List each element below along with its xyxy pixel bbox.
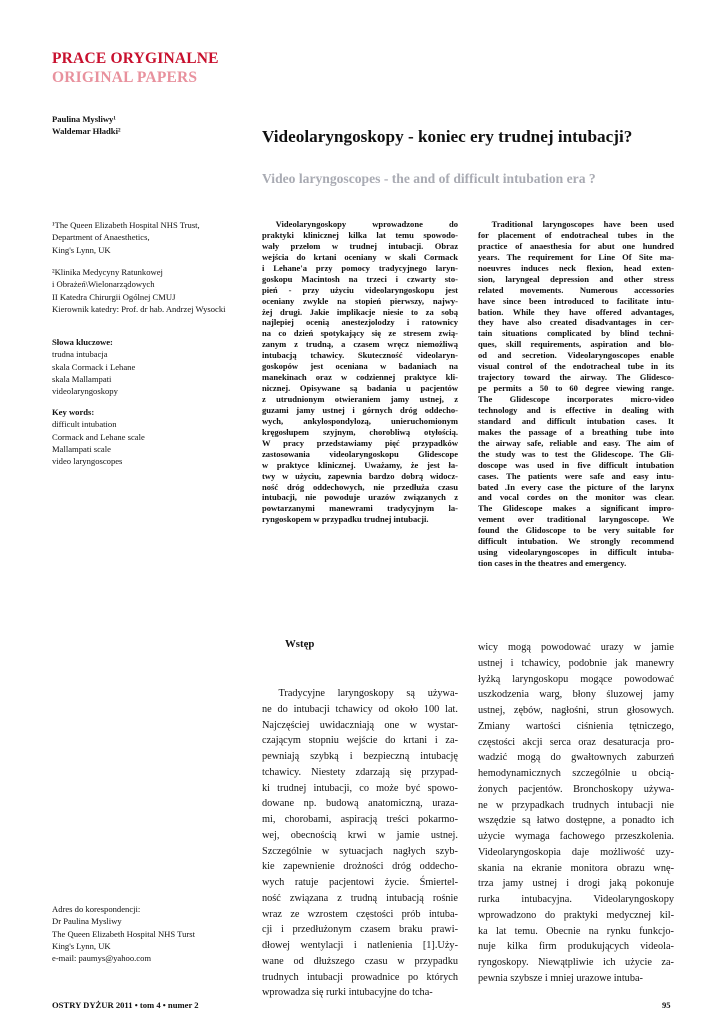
text-line: Najczęściej uwidaczniają one w wystar- — [262, 719, 458, 731]
article-subtitle: Video laryngoscopes - the and of difficult intubation era ? — [262, 171, 596, 186]
keyword: videolaryngoskopy — [52, 386, 118, 397]
keyword: video laryngoscopes — [52, 456, 123, 467]
affiliation-line: King's Lynn, UK — [52, 244, 111, 255]
keyword: trudna intubacja — [52, 349, 108, 360]
text-line: related movements. Numerous accessories — [478, 284, 674, 295]
text-line: żonych pacjentów. Bronchoskopy używa- — [478, 783, 674, 795]
text-line: ne w przypadkach trudnych intubacji nie — [478, 799, 674, 811]
affiliation-line: Department of Anaesthetics, — [52, 232, 150, 243]
text-line: tchawicy. Niestety zdarzają się przypad- — [262, 766, 458, 778]
text-line: rurka intubacyjna. Videolaryngoskopy — [478, 894, 674, 905]
text-line: powtarzanymi manewrami tradycyjnym la- — [262, 503, 458, 514]
text-line: trudnych intubacji prowadnice po których — [262, 971, 458, 983]
text-line: twy w użyciu, zapewnia bardzo dobrą widocz- — [262, 470, 458, 481]
text-line: Szczególnie w sytuacjach nagłych szyb- — [262, 845, 458, 857]
text-line: years. The requirement for Line Of Site ma- — [478, 251, 674, 262]
text-line: wane od dłuższego czasu w przypadku — [262, 955, 458, 967]
text-line: pe permits a 50 to 60 degree viewing range. — [478, 383, 674, 394]
text-line: zanym z trudną, a czasem wręcz niemożliwą — [262, 339, 458, 350]
correspondence-line: Dr Paulina Mysliwy — [52, 916, 122, 927]
correspondence-line: King's Lynn, UK — [52, 940, 111, 951]
page-number: 95 — [662, 1000, 671, 1010]
affiliation-line: ²Klinika Medycyny Ratunkowej — [52, 267, 163, 277]
text-line: ki trudnej intubacji, co może być spowo- — [262, 782, 458, 794]
text-line: Videolaryngoskopia daje możliwość uzy- — [478, 846, 674, 858]
keyword: Mallampati scale — [52, 443, 111, 454]
text-line: tion cases in the theatres and emergency. — [478, 558, 627, 569]
section-label-pl: PRACE ORYGINALNE — [52, 50, 219, 67]
correspondence-email: e-mail: paumys@yahoo.com — [52, 953, 152, 964]
text-line: The Glidescope incorporates micro-video — [478, 394, 674, 404]
text-line: tain situations complicated by blind techni- — [478, 328, 674, 339]
text-line: the airway safe, reliable and easy. The aim of — [478, 437, 674, 448]
text-line: w praktyce klinicznej. Uważamy, że jest ła- — [262, 459, 458, 470]
text-line: uszkodzenia warg, błony śluzowej jamy — [478, 689, 674, 701]
text-line: found the Glidoscope to be very suitable for — [478, 525, 674, 536]
text-line: Tradycyjne laryngoskopy są używa- — [278, 688, 458, 699]
text-line: difficult intubation. We strongly recommend — [478, 536, 674, 547]
abstract-en — [478, 219, 674, 569]
text-line: od and secretion. Videolaryngoscopes enable — [478, 350, 674, 361]
text-line: bated .In every case the picture of the larynx — [478, 481, 674, 492]
text-line: Traditional laryngoscopes have been used — [491, 219, 674, 229]
text-line: noeuvres induces neck flexion, head exten- — [478, 262, 674, 273]
keyword: difficult intubation — [52, 419, 117, 430]
body-column-2 — [478, 640, 674, 987]
text-line: ryngoskopy. Niewątpliwie ich użycie za- — [478, 957, 674, 968]
text-line: intubacją tchawicy. Skuteczność videolaryn- — [262, 350, 458, 361]
text-line: oceniany zwykle na stopień pierwszy, najwy- — [262, 295, 458, 306]
text-line: Videolaryngoskopy wprowadzone do — [275, 219, 458, 229]
text-line: ność dróg oddechowych, nie przedłuża czasu — [262, 481, 458, 492]
keyword: skala Mallampati — [52, 373, 112, 384]
text-line: wprowadzono do praktyki medycznej kil- — [478, 909, 674, 921]
section-heading-intro: Wstęp — [285, 638, 315, 650]
text-line: najlepiej ocenią anestezjolodzy i ratownicy — [262, 317, 458, 328]
text-line: W pracy przedstawiamy pięć przypadków — [262, 437, 458, 448]
text-line: goskopów jest oceniana w badaniach na — [262, 361, 458, 372]
text-line: częstości akcji serca oraz desaturacja pro- — [478, 736, 674, 748]
body-column-1 — [262, 686, 458, 1001]
text-line: and vocal cordes on the monitor was clear. — [478, 492, 674, 503]
text-line: wych, ankylospondylozą, unieruchomionym — [262, 415, 458, 426]
text-line: makes the passage of a breathing tube into — [478, 426, 674, 437]
text-line: pewnia szybsze i mniej urazowe intuba- — [478, 972, 643, 984]
correspondence-line: The Queen Elizabeth Hospital NHS Turst — [52, 928, 195, 939]
journal-footer: OSTRY DYŻUR 2011 • tom 4 • numer 2 — [52, 1000, 199, 1010]
text-line: visual control of the endotracheal tube in its — [478, 361, 674, 372]
text-line: bation. While they have offered advantages, — [478, 306, 674, 317]
text-line: praktyki klinicznej kilka lat temu spowodo- — [262, 229, 458, 240]
keywords-pl — [52, 336, 252, 397]
text-line: The Glidescope makes a significant impro- — [478, 503, 674, 514]
text-line: dowane np. budową anatomiczną, uraza- — [262, 798, 458, 810]
article-title: Videolaryngoskopy - koniec ery trudnej intubacji? — [262, 127, 633, 146]
text-line: żej drugi. Jakie implikacje niesie to za sobą — [262, 306, 458, 317]
text-line: ustnej i tchawicy, podobnie jak manewry — [478, 657, 674, 669]
text-line: użycie wymaga fachowego przeszkolenia. — [478, 831, 674, 842]
affiliation-line: Kierownik katedry: Prof. dr hab. Andrzej Wysocki — [52, 303, 226, 314]
text-line: intubacji, nie powoduje urazów związanych z — [262, 492, 458, 503]
text-line: sion, laryngeal depression and other stress — [478, 273, 674, 284]
text-line: i Lehane'a przy pomocy tradycyjnego laryn- — [262, 262, 458, 273]
text-line: cases. The patients were safe and easy intu- — [478, 470, 674, 481]
keywords-en — [52, 406, 252, 467]
text-line: vement over traditional laryngoscope. We — [478, 514, 674, 525]
text-line: have since been introduced to facilitate intu- — [478, 295, 674, 306]
text-line: czającym stopniu wejście do krtani i za- — [262, 735, 458, 747]
keywords-heading: Key words: — [52, 407, 95, 417]
text-line: mi, chorobami, aspiracją treści pokarmo- — [262, 814, 458, 825]
text-line: ryngoskopem w przypadku trudnej intubacji. — [262, 514, 429, 525]
text-line: wicy mogą powodować urazy w jamie — [478, 642, 674, 653]
text-line: wych ratuje pacjentowi życie. Śmiertel- — [262, 877, 458, 888]
text-line: pewniają szybką i bezpieczną intubację — [262, 751, 458, 762]
affiliation-1 — [52, 219, 252, 256]
text-line: ne do intubacji tchawicy od około 100 lat. — [262, 703, 458, 715]
text-line: wraz ze wzrostem częstości prób intuba- — [262, 908, 458, 920]
text-line: wej, obecnością krwi w jamie ustnej. — [262, 829, 458, 841]
text-line: they have also created disadvantages in cer- — [478, 317, 674, 328]
text-line: practice of anaesthesia for abut one hundred — [478, 240, 674, 251]
text-line: kręgosłupem szyjnym, chorobliwą otyłością. — [262, 426, 458, 437]
text-line: nicznej. Opisywane są badania u pacjentów — [262, 383, 458, 394]
text-line: wejścia do krtani oceniany w skali Cormack — [262, 251, 458, 262]
text-line: wały przełom w trudnej intubacji. Obraz — [262, 240, 458, 251]
text-line: Zmiany wartości ciśnienia tętniczego, — [478, 720, 674, 732]
keywords-heading: Słowa kluczowe: — [52, 337, 113, 347]
text-line: the study was to test the Glidescope. The Gli- — [478, 448, 674, 459]
text-line: wprowadza się rurki intubacyjne do tcha- — [262, 987, 433, 999]
correspondence-line: Adres do korespondencji: — [52, 904, 141, 914]
text-line: wszędzie są łatwo dostępne, a ponadto ich — [478, 815, 674, 827]
text-line: cji i przedłużonym czasem braku prawi- — [262, 924, 458, 936]
text-line: guzami jamy ustnej i górnych dróg oddecho- — [262, 404, 458, 415]
text-line: skania na ekranie monitora obrazu wnę- — [478, 862, 674, 874]
affiliation-line: ¹The Queen Elizabeth Hospital NHS Trust, — [52, 220, 200, 230]
text-line: wadzić mogą do gwałtownych zaburzeń — [478, 752, 674, 764]
text-line: ka lat temu. Obecnie na rynku funkcjo- — [478, 925, 674, 937]
text-line: hemodynamicznych szczególnie u obcią- — [478, 768, 674, 779]
affiliation-line: i Obrażeń\Wielonarządowych — [52, 279, 155, 290]
text-line: technology and is effective in dealing with — [478, 404, 674, 415]
keyword: Cormack and Lehane scale — [52, 431, 145, 442]
text-line: ques, skill requirements, aspiration and blo- — [478, 339, 674, 350]
correspondence — [52, 903, 195, 964]
author: Waldemar Hładki² — [52, 126, 121, 136]
text-line: for placement of endotracheal tubes in the — [478, 229, 674, 240]
keyword: skala Cormack i Lehane — [52, 361, 136, 372]
abstract-pl — [262, 219, 458, 525]
affiliation-2 — [52, 266, 252, 315]
author: Paulina Mysliwy¹ — [52, 114, 116, 124]
text-line: manekinach oraz w codziennej praktyce kli- — [262, 372, 458, 383]
text-line: trza jamy ustnej i drogi jaką pokonuje — [478, 878, 674, 890]
text-line: nuje kilka firm produkujących videola- — [478, 941, 674, 953]
text-line: goskopu Macintosh na trzeci i czwarty sto- — [262, 273, 458, 284]
text-line: doscope was used in five difficult intubation — [478, 459, 674, 470]
text-line: trajectory toward the airway. The Glidesco- — [478, 372, 674, 383]
text-line: z utrudnionym otwieraniem jamy ustnej, z — [262, 394, 458, 404]
text-line: zastosowania videolaryngoskopu Glidescope — [262, 448, 458, 459]
text-line: ustnej, zębów, nagłośni, strun głosowych. — [478, 705, 674, 716]
authors — [52, 113, 121, 137]
text-line: standard and difficult intubation cases. It — [478, 415, 674, 426]
text-line: using videolaryngoscopes in difficult intuba- — [478, 547, 674, 558]
text-line: łyżką laryngoskopu mogące powodować — [478, 673, 674, 685]
text-line: pień - przy użyciu videolaryngoskopu jest — [262, 284, 458, 295]
affiliation-line: II Katedra Chirurgii Ogólnej CMUJ — [52, 291, 176, 302]
section-label-en: ORIGINAL PAPERS — [52, 69, 198, 86]
text-line: na co dzień spotykający się ze stresem zwią- — [262, 328, 458, 339]
text-line: kie zapewnienie drożności dróg oddecho- — [262, 861, 458, 873]
text-line: dłowej wentylacji i natlenienia [1].Uży- — [262, 940, 458, 951]
text-line: ność związana z trudną intubacją rośnie — [262, 892, 458, 904]
